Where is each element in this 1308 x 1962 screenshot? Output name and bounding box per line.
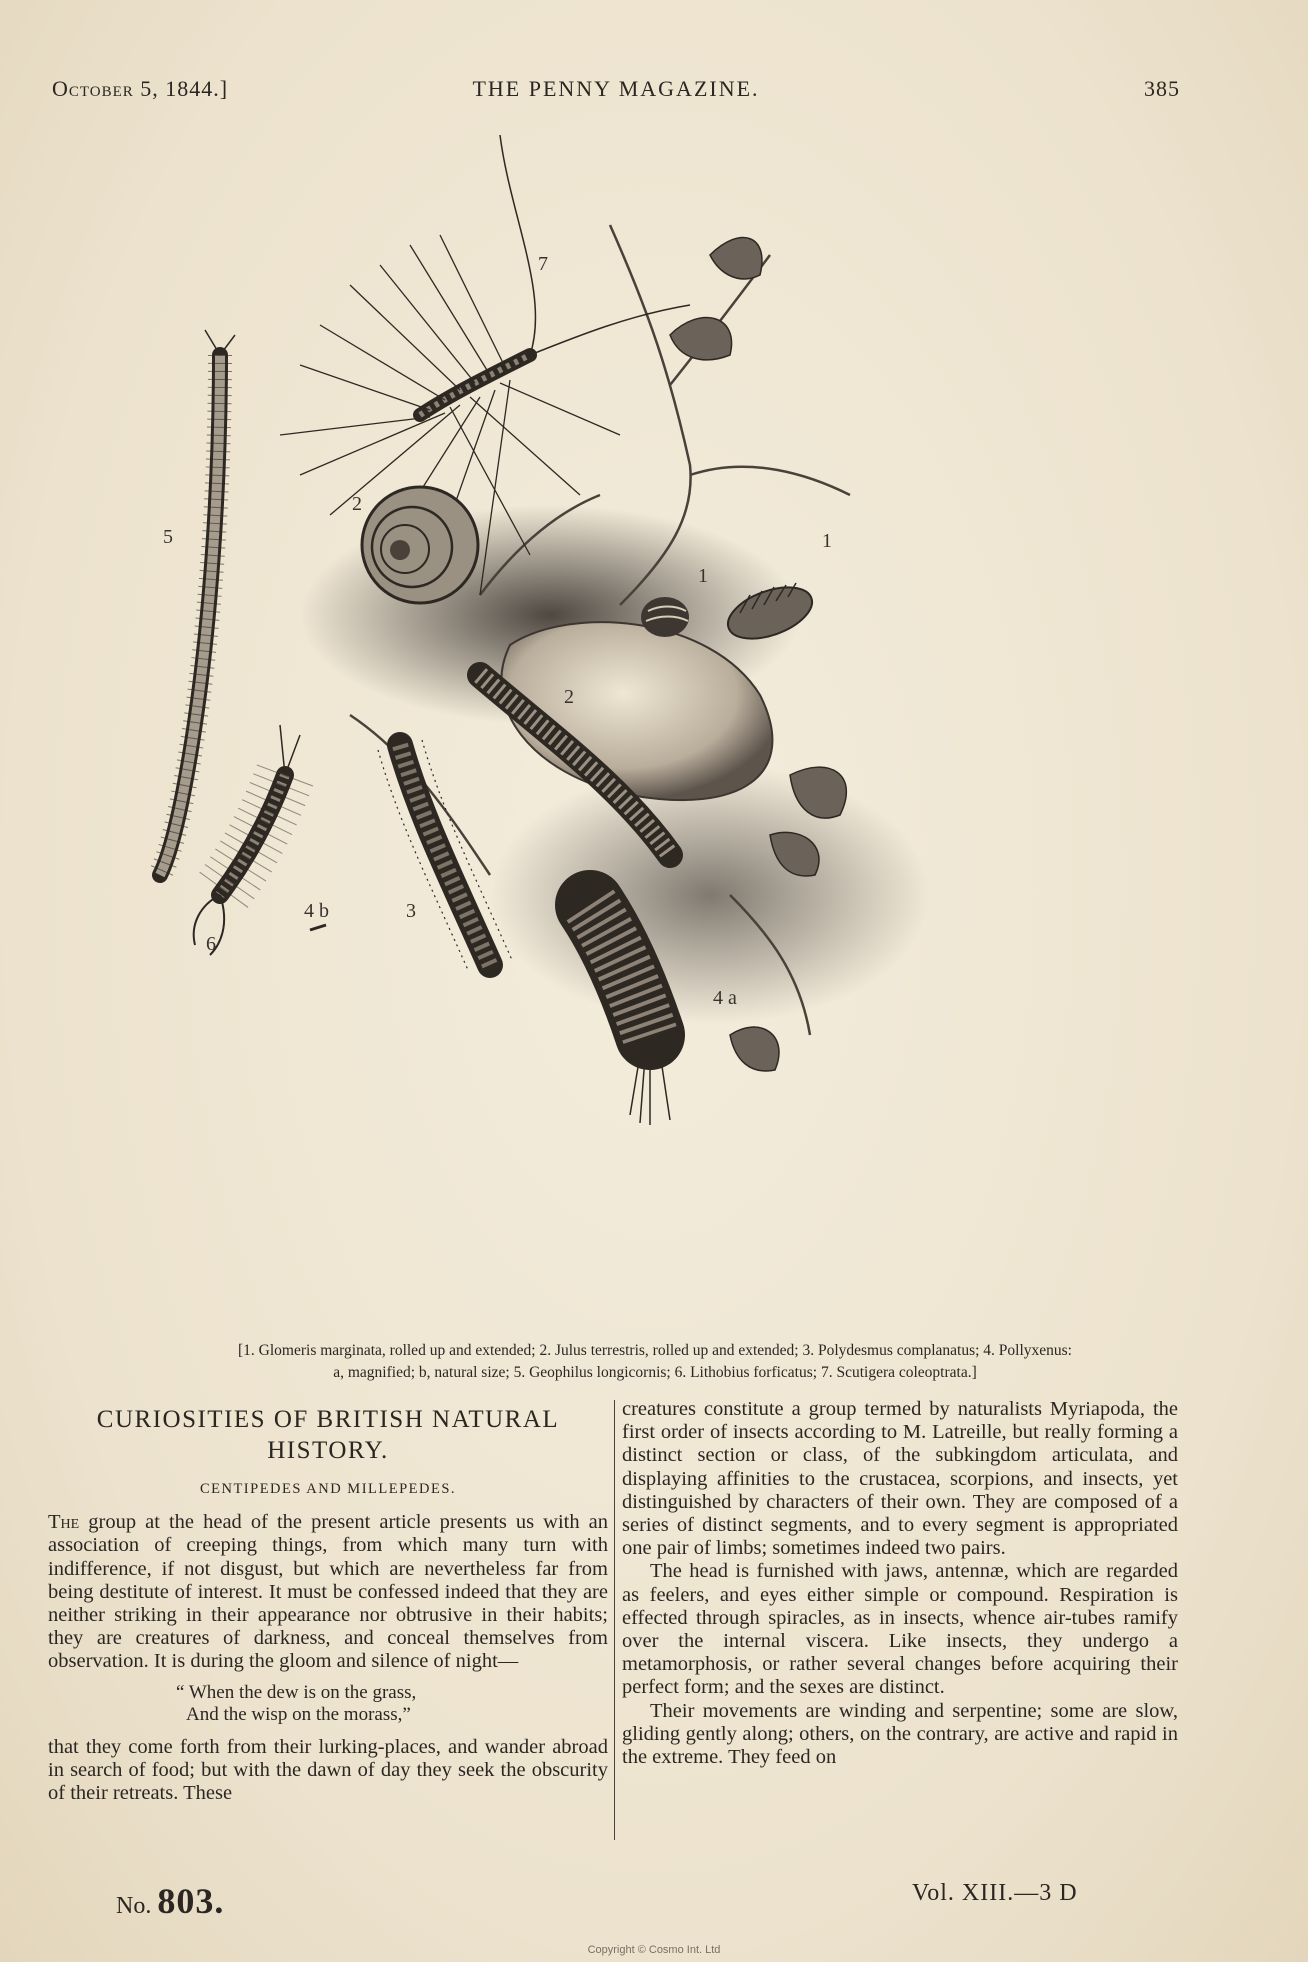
engraving-illustration [150, 135, 1070, 1335]
article-subtitle: CENTIPEDES AND MILLEPEDES. [199, 1481, 457, 1497]
page-number: 385 [1144, 76, 1180, 101]
fig-label-3: 3 [406, 900, 416, 922]
header-date: October 5, 1844.] [52, 76, 229, 101]
article-title: CURIOSITIES OF BRITISH NATURAL HISTORY. [96, 1406, 560, 1464]
verse-line-2: And the wisp on the morass,” [186, 1703, 411, 1725]
fig-label-1a: 1 [822, 530, 832, 552]
paragraph-1 [48, 1511, 608, 1673]
fig-label-5: 5 [163, 526, 173, 548]
right-paragraph-2: The head is furnished with jaws, antennæ, which are regarded as feelers, and eyes either simple or compound. Respiration is effected through spiracles, as in insects, whence air-tubes ramify over the internal viscera. Like insects, they undergo a metamorphosis, or rather several changes before acquiring their perfect form; and the sexes are distinct. [622, 1560, 1178, 1699]
magazine-title: THE PENNY MAGAZINE. [472, 76, 760, 101]
verse-quote [176, 1682, 608, 1726]
copyright-watermark: Copyright © Cosmo Int. Ltd [587, 1944, 721, 1956]
right-column [622, 1398, 1178, 1769]
glomeris-rolled-1 [641, 597, 689, 637]
verse-line-1: “ When the dew is on the grass, [176, 1681, 417, 1703]
fig-label-1b: 1 [698, 565, 708, 587]
geophilus-5 [160, 330, 235, 875]
caption-line-2: a, magnified; b, natural size; 5. Geophilus longicornis; 6. Lithobius forficatus; 7. Scutigera coleoptrata.] [333, 1364, 977, 1381]
left-column [48, 1398, 608, 1805]
issue-prefix: No. [116, 1893, 152, 1919]
right-paragraph-3: Their movements are winding and serpentine; some are slow, gliding gently along; others, on the contrary, are active and rapid in the extreme. They feed on [622, 1699, 1178, 1769]
lithobius-6 [194, 725, 300, 955]
julus-rolled-2 [362, 487, 478, 603]
pollyxenus-natural-4b [310, 925, 326, 930]
volume-signature: Vol. XIII.—3 D [912, 1880, 1078, 1906]
running-head [52, 76, 1180, 106]
column-divider [614, 1400, 615, 1840]
fig-label-7: 7 [538, 253, 548, 275]
paragraph-2: that they come forth from their lurking-places, and wander abroad in search of food; but with the dawn of day they seek the obscurity of their retreats. These [48, 1735, 608, 1805]
issue-digits: 803. [157, 1881, 225, 1921]
soil-shading-lower [490, 765, 930, 1025]
figure-caption [90, 1340, 1220, 1384]
fig-label-6: 6 [206, 933, 216, 955]
issue-number [116, 1880, 224, 1922]
myriapod-engraving [150, 135, 1070, 1335]
right-paragraph-1: creatures constitute a group termed by naturalists Myriapoda, the first order of insects according to M. Latreille, but really forming a distinct section or class, of the subkingdom articulata, and displaying affinities to the crustacea, scorpions, and insects, yet distinguished by characters of their own. They are composed of a series of distinct segments, and to every segment is appropriated one pair of limbs; sometimes indeed two pairs. [622, 1398, 1178, 1560]
fig-label-2b: 2 [564, 686, 574, 708]
lead-word: The [48, 1511, 80, 1534]
fig-label-2a: 2 [352, 493, 362, 515]
fig-label-4b: 4 b [304, 900, 329, 922]
caption-line-1: [1. Glomeris marginata, rolled up and extended; 2. Julus terrestris, rolled up and extended; 3. Polydesmus complanatus; 4. Pollyxenus: [238, 1342, 1072, 1359]
paragraph-1-text: group at the head of the present article presents us with an association of creeping things, from which many turn with indifference, if not disgust, but which are nevertheless far from being destitute of interest. It must be confessed indeed that they are neither striking in their appearance nor obtrusive in their habits; they are creatures of darkness, and conceal themselves from observation. It is during the gloom and silence of night— [48, 1511, 608, 1673]
polydesmus-3 [378, 740, 512, 970]
fig-label-4a: 4 a [713, 987, 737, 1009]
